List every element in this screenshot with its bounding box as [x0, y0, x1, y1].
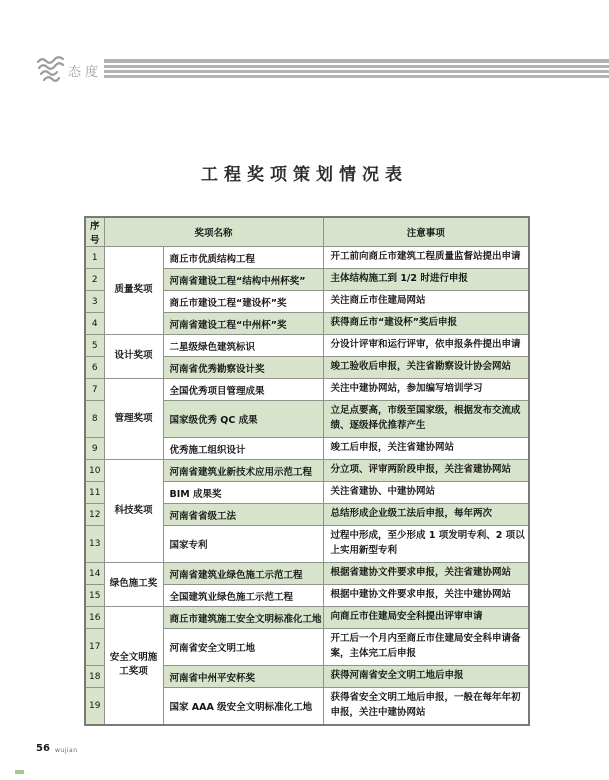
row-no: 19 — [85, 688, 104, 725]
row-no: 4 — [85, 313, 104, 335]
row-no: 9 — [85, 438, 104, 460]
group-cell: 管理奖项 — [104, 379, 163, 460]
group-cell: 安全文明施工奖项 — [104, 607, 163, 725]
award-name: 河南省中州平安杯奖 — [163, 666, 323, 688]
table-row — [85, 563, 529, 585]
award-note: 过程中形成，至少形成 1 项发明专利、2 项以上实用新型专利 — [323, 526, 529, 563]
award-note: 竣工验收后申报，关注省勘察设计协会网站 — [323, 357, 529, 379]
group-cell: 绿色施工奖 — [104, 563, 163, 607]
footer-label: wujian — [55, 747, 78, 754]
table-row — [85, 335, 529, 357]
column-header-no: 序号 — [85, 217, 104, 247]
brand-label: 态度 — [68, 65, 103, 80]
award-note: 开工前向商丘市建筑工程质量监督站提出申请 — [323, 247, 529, 269]
award-note: 竣工后申报，关注省建协网站 — [323, 438, 529, 460]
row-no: 2 — [85, 269, 104, 291]
wave-logo-icon — [36, 55, 66, 85]
row-no: 3 — [85, 291, 104, 313]
row-no: 15 — [85, 585, 104, 607]
award-name: 河南省建筑业绿色施工示范工程 — [163, 563, 323, 585]
row-no: 10 — [85, 460, 104, 482]
row-no: 17 — [85, 629, 104, 666]
award-name: 河南省建设工程“中州杯”奖 — [163, 313, 323, 335]
award-name: 商丘市建筑施工安全文明标准化工地 — [163, 607, 323, 629]
award-note: 主体结构施工到 1/2 时进行申报 — [323, 269, 529, 291]
table-row — [85, 379, 529, 401]
row-no: 18 — [85, 666, 104, 688]
group-cell: 设计奖项 — [104, 335, 163, 379]
award-name: 优秀施工组织设计 — [163, 438, 323, 460]
award-name: 河南省优秀勘察设计奖 — [163, 357, 323, 379]
award-name: 全国建筑业绿色施工示范工程 — [163, 585, 323, 607]
award-name: 河南省建设工程“结构中州杯奖” — [163, 269, 323, 291]
award-name: 商丘市优质结构工程 — [163, 247, 323, 269]
column-header-note: 注意事项 — [323, 217, 529, 247]
row-no: 6 — [85, 357, 104, 379]
row-no: 13 — [85, 526, 104, 563]
award-note: 分立项、评审两阶段申报，关注省建协网站 — [323, 460, 529, 482]
row-no: 7 — [85, 379, 104, 401]
header-stripes — [104, 59, 609, 80]
table-header-row — [85, 217, 529, 247]
award-note: 分设计评审和运行评审，依申报条件提出申请 — [323, 335, 529, 357]
row-no: 14 — [85, 563, 104, 585]
stripe — [104, 65, 609, 68]
award-note: 关注商丘市住建局网站 — [323, 291, 529, 313]
row-no: 16 — [85, 607, 104, 629]
award-name: 全国优秀项目管理成果 — [163, 379, 323, 401]
award-note: 立足点要高，市级至国家级，根据发布交流成绩、逐级择优推荐产生 — [323, 401, 529, 438]
award-name: 二星级绿色建筑标识 — [163, 335, 323, 357]
award-note: 关注中建协网站，参加编写培训学习 — [323, 379, 529, 401]
page-number: 56 — [36, 743, 50, 754]
award-note: 开工后一个月内至商丘市住建局安全科申请备案，主体完工后申报 — [323, 629, 529, 666]
table-row — [85, 607, 529, 629]
award-name: 河南省省级工法 — [163, 504, 323, 526]
row-no: 11 — [85, 482, 104, 504]
table-row — [85, 460, 529, 482]
award-name: 河南省建筑业新技术应用示范工程 — [163, 460, 323, 482]
group-cell: 科技奖项 — [104, 460, 163, 563]
footer-tick-mark — [15, 770, 24, 774]
award-name: 河南省安全文明工地 — [163, 629, 323, 666]
table-row — [85, 247, 529, 269]
row-no: 12 — [85, 504, 104, 526]
page-header-band — [0, 0, 609, 100]
award-planning-table — [84, 216, 530, 726]
row-no: 1 — [85, 247, 104, 269]
page-title: 工程奖项策划情况表 — [201, 165, 408, 185]
group-cell: 质量奖项 — [104, 247, 163, 335]
award-note: 获得省安全文明工地后申报，一般在每年年初申报，关注中建协网站 — [323, 688, 529, 725]
award-note: 总结形成企业级工法后申报，每年两次 — [323, 504, 529, 526]
award-note: 获得河南省安全文明工地后申报 — [323, 666, 529, 688]
award-name: 商丘市建设工程“建设杯”奖 — [163, 291, 323, 313]
award-note: 向商丘市住建局安全科提出评审申请 — [323, 607, 529, 629]
column-header-name: 奖项名称 — [104, 217, 323, 247]
award-note: 根据省建协文件要求申报，关注省建协网站 — [323, 563, 529, 585]
award-note: 获得商丘市“建设杯”奖后申报 — [323, 313, 529, 335]
award-note: 关注省建协、中建协网站 — [323, 482, 529, 504]
award-name: 国家专利 — [163, 526, 323, 563]
stripe — [104, 70, 609, 73]
stripe — [104, 59, 609, 63]
award-note: 根据中建协文件要求申报，关注中建协网站 — [323, 585, 529, 607]
row-no: 5 — [85, 335, 104, 357]
award-name: BIM 成果奖 — [163, 482, 323, 504]
stripe — [104, 75, 609, 78]
award-name: 国家 AAA 级安全文明标准化工地 — [163, 688, 323, 725]
award-name: 国家级优秀 QC 成果 — [163, 401, 323, 438]
row-no: 8 — [85, 401, 104, 438]
